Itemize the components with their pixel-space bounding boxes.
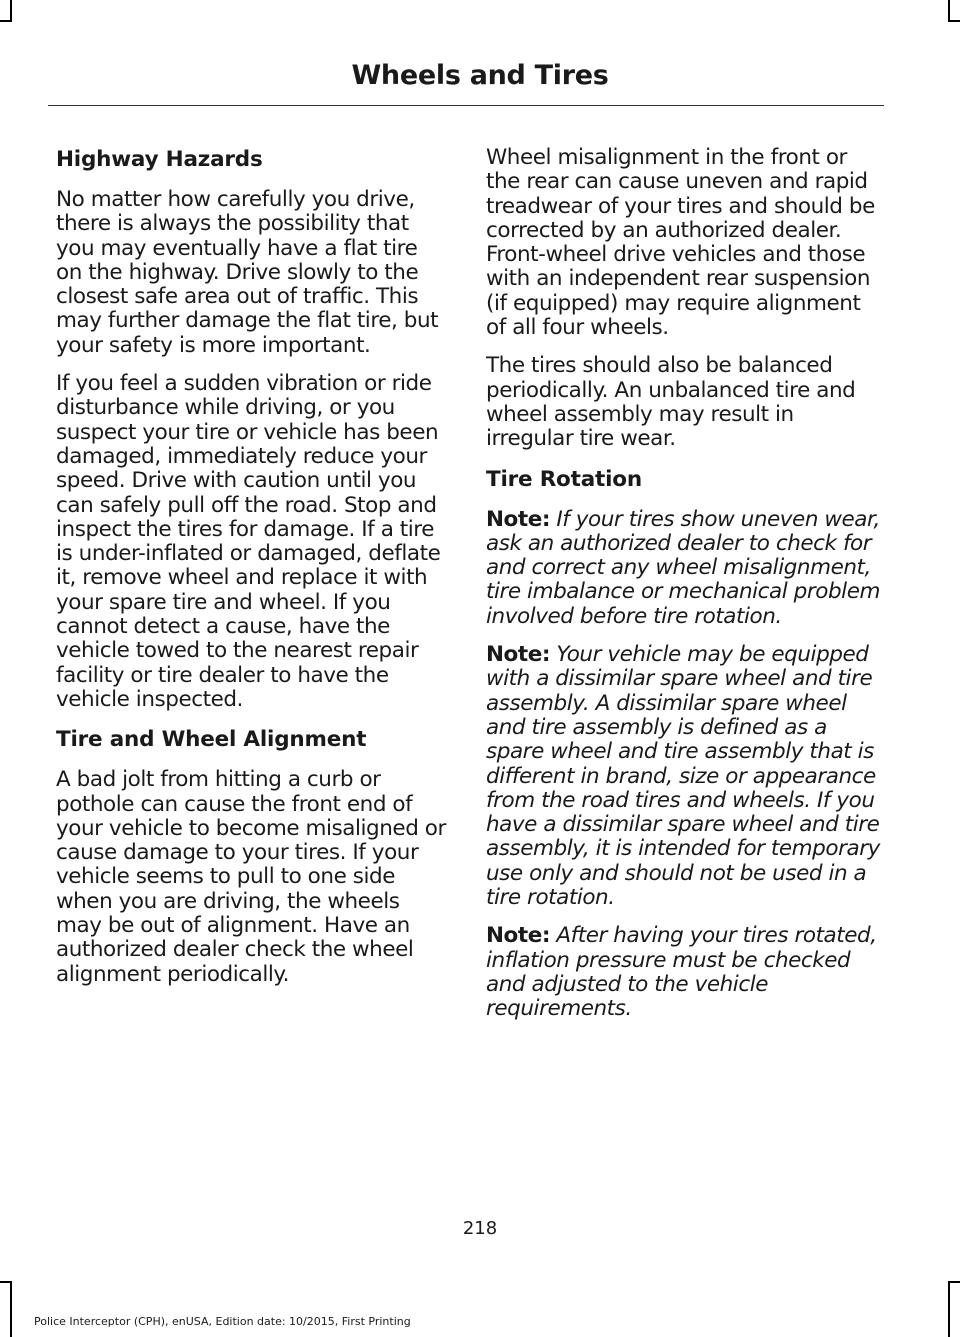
crop-mark-top-left-h: [0, 20, 12, 22]
note-label: Note:: [486, 506, 550, 532]
crop-mark-bottom-right-h: [948, 1281, 960, 1283]
highway-hazards-heading: Highway Hazards: [56, 147, 263, 172]
alignment-paragraph-2: Wheel misalignment in the front or the rear can cause uneven and rapid treadwear of your tires and should be corrected by an authorized dealer. Front-wheel drive vehicles and those with an independent rear suspension (if equipped) may require alignment of all four wheels.: [486, 145, 875, 341]
crop-mark-bottom-left-h: [0, 1281, 12, 1283]
page-title: Wheels and Tires: [351, 60, 609, 91]
crop-mark-top-right-h: [948, 20, 960, 22]
crop-mark-bottom-left-v: [10, 1281, 12, 1337]
crop-mark-top-left-v: [10, 0, 12, 22]
note-text: If your tires show uneven wear, ask an authorized dealer to check for and correct any wheel misalignment, tire imbalance or mechanical problem involved before tire rotation.: [486, 506, 880, 629]
tire-rotation-heading: Tire Rotation: [486, 466, 642, 492]
crop-mark-bottom-right-v: [948, 1281, 950, 1337]
note-label: Note:: [486, 923, 550, 949]
crop-mark-top-right-v: [948, 0, 950, 22]
alignment-paragraph-1: A bad jolt from hitting a curb or pothole can cause the front end of your vehicle to become misaligned or cause damage to your tires. If your vehicle seems to pull to one side when you are driving, the wheels may be out of alignment. Have an authorized dealer check the wheel alignment periodically.: [56, 767, 446, 987]
right-column: [486, 146, 882, 1036]
highway-paragraph-1: No matter how carefully you drive, there is always the possibility that you may eventually have a flat tire on the highway. Drive slowly to the closest safe area out of traffic. This may further damage the flat tire, but your safety is more important.: [56, 187, 439, 358]
note-text: Your vehicle may be equipped with a dissimilar spare wheel and tire assembly. A dissimilar spare wheel and tire assembly is defined as a spare wheel and tire assembly that is different in brand, size or appearance from the road tires and wheels. If you have a dissimilar spare wheel and tire assembly, it is intended for temporary use only and should not be used in a tire rotation.: [486, 642, 880, 911]
header-divider: [48, 105, 884, 106]
highway-paragraph-2: If you feel a sudden vibration or ride disturbance while driving, or you suspect your tire or vehicle has been damaged, immediately reduce your speed. Drive with caution until you can safely pull off the road. Stop and inspect the tires for damage. If a tire is under-inflated or damaged, deflate it, remove wheel and replace it with your spare tire and wheel. If you cannot detect a cause, have the vehicle towed to the nearest repair facility or tire dealer to have the vehicle inspected.: [56, 371, 441, 712]
footer-edition-info: Police Interceptor (CPH), enUSA, Edition date: 10/2015, First Printing: [34, 1315, 411, 1328]
note-label: Note:: [486, 642, 550, 668]
note-text: After having your tires rotated, inflation pressure must be checked and adjusted to the vehicle requirements.: [486, 923, 877, 1022]
balance-paragraph: The tires should also be balanced periodically. An unbalanced tire and wheel assembly may result in irregular tire wear.: [486, 353, 856, 452]
left-column: [56, 146, 448, 1001]
note-2: [486, 643, 882, 910]
page-number: 218: [462, 1218, 498, 1239]
alignment-heading: Tire and Wheel Alignment: [56, 727, 367, 753]
note-3: [486, 924, 882, 1021]
note-1: [486, 508, 882, 629]
